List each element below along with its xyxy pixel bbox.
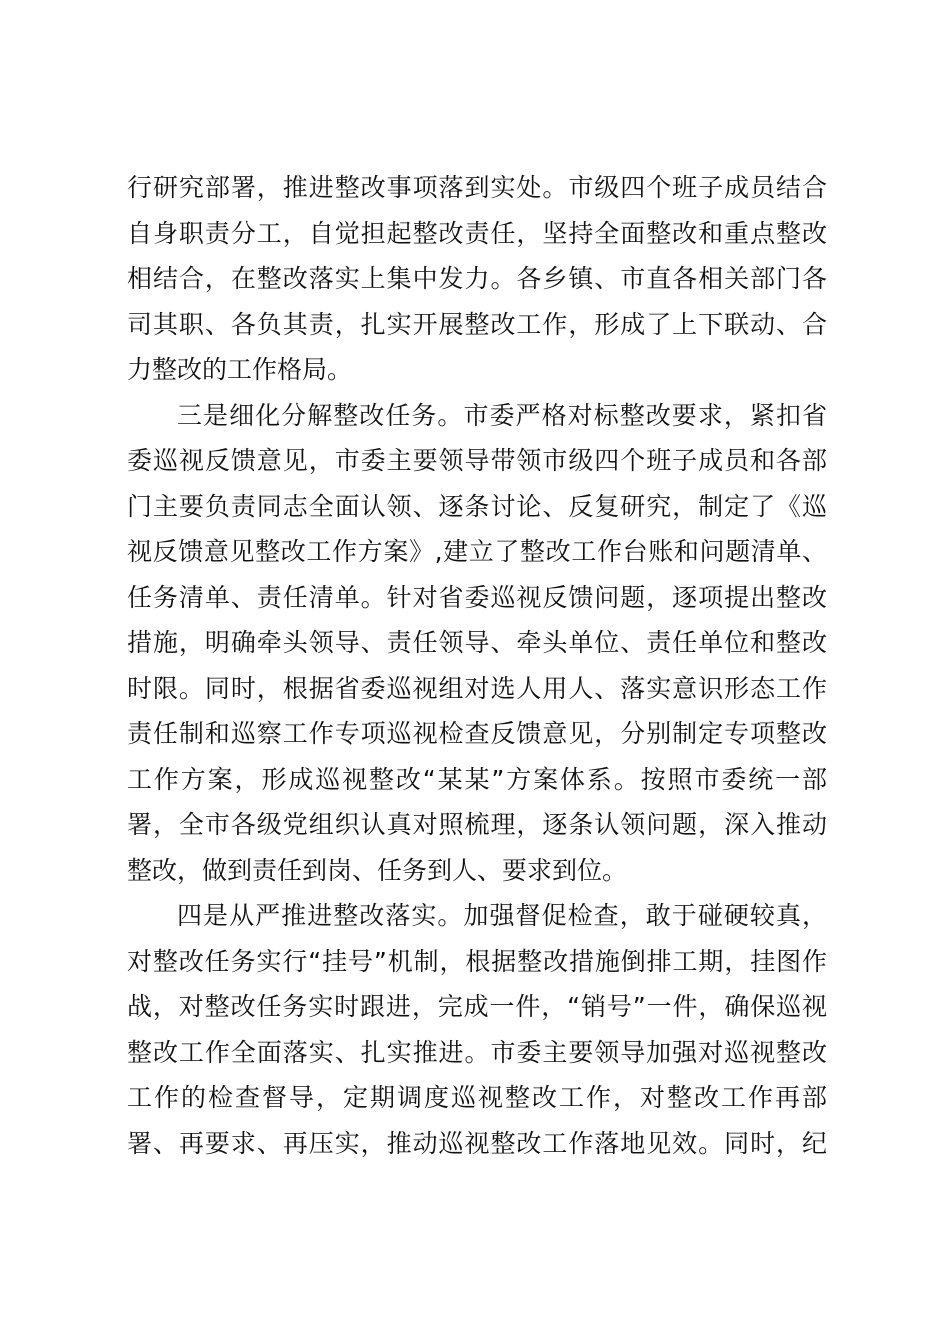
body-text [127, 165, 827, 1166]
text-line: 整改，做到责任到岗、任务到人、要求到位。 [127, 855, 628, 885]
paragraph-1 [127, 165, 827, 393]
paragraph-2 [127, 393, 827, 894]
text-line: 视反馈意见整改工作方案》,建立了整改工作台账和问题清单、 [127, 537, 827, 566]
paragraph-3 [127, 893, 827, 1166]
text-line: 整改工作全面落实、扎实推进。市委主要领导加强对巡视整改 [127, 1037, 827, 1067]
text-line: 力整改的工作格局。 [127, 355, 353, 384]
text-line: 工作的检查督导，定期调度巡视整改工作，对整改工作再部 [127, 1083, 827, 1112]
text-line: 自身职责分工，自觉担起整改责任，坚持全面整改和重点整改 [127, 218, 827, 248]
text-line: 门主要负责同志全面认领、逐条讨论、反复研究，制定了《巡 [127, 491, 827, 521]
text-line: 工作方案，形成巡视整改“某某”方案体系。按照市委统一部 [127, 764, 827, 794]
text-line: 责任制和巡察工作专项巡视检查反馈意见，分别制定专项整改 [127, 719, 827, 748]
text-line: 三是细化分解整改任务。市委严格对标整改要求，紧扣省 [177, 400, 827, 430]
text-line: 署，全市各级党组织认真对照梳理，逐条认领问题，深入推动 [127, 810, 827, 839]
text-line: 任务清单、责任清单。针对省委巡视反馈问题，逐项提出整改 [127, 582, 827, 612]
text-line: 署、再要求、再压实，推动巡视整改工作落地见效。同时，纪 [127, 1128, 827, 1158]
text-line: 相结合，在整改落实上集中发力。各乡镇、市直各相关部门各 [127, 264, 827, 293]
text-line: 措施，明确牵头领导、责任领导、牵头单位、责任单位和整改 [127, 628, 827, 657]
text-line: 战，对整改任务实时跟进，完成一件，“销号”一件，确保巡视 [127, 992, 827, 1021]
text-line: 司其职、各负其责，扎实开展整改工作，形成了上下联动、合 [127, 309, 827, 339]
text-line: 委巡视反馈意见，市委主要领导带领市级四个班子成员和各部 [127, 446, 827, 475]
text-line: 四是从严推进整改落实。加强督促检查，敢于碰硬较真， [177, 901, 827, 930]
text-line: 时限。同时，根据省委巡视组对选人用人、落实意识形态工作 [127, 673, 827, 703]
text-line: 行研究部署，推进整改事项落到实处。市级四个班子成员结合 [127, 173, 827, 202]
text-line: 对整改任务实行“挂号”机制，根据整改措施倒排工期，挂图作 [127, 946, 827, 976]
